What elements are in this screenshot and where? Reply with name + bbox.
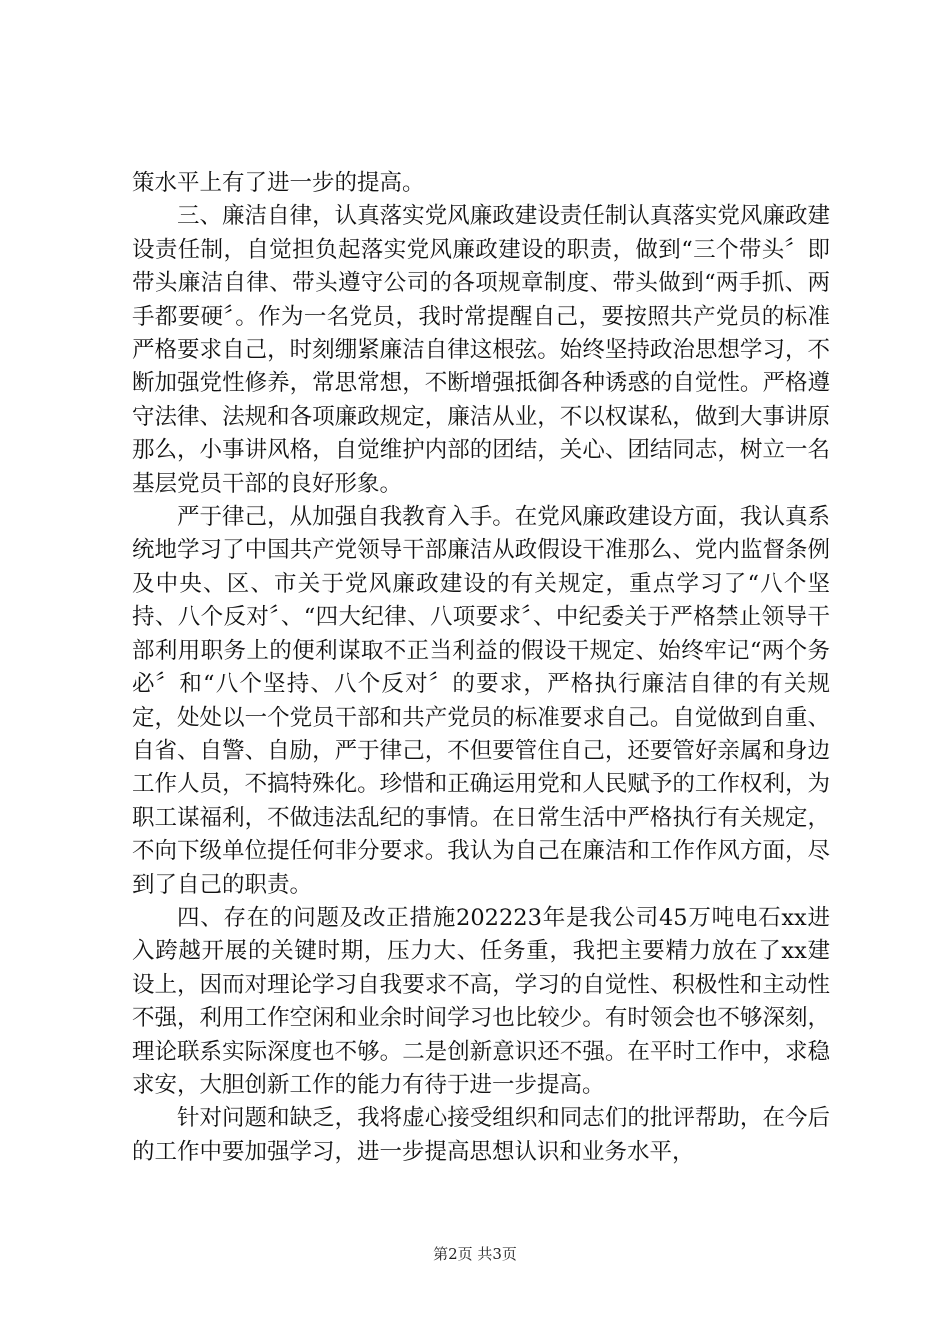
paragraph-improvement-plan: 针对问题和缺乏，我将虚心接受组织和同志们的批评帮助，在今后的工作中要加强学习，进一步提高思想认识和业务水平，	[132, 1105, 830, 1165]
paragraph-strict-self-discipline: 严于律己，从加强自我教育入手。在党风廉政建设方面，我认真系统地学习了中国共产党领导干部廉洁从政假设干准那么、党内监督条例及中央、区、市关于党风廉政建设的有关规定，重点学习了“八个坚持、八个反对〞、“四大纪律、八项要求〞、中纪委关于严格禁止领导干部利用职务上的便利谋取不正当利益的假设干规定、始终牢记“两个务必〞和“八个坚持、八个反对〞的要求，严格执行廉洁自律的有关规定，处处以一个党员干部和共产党员的标准要求自己。自觉做到自重、自省、自警、自励，严于律己，不但要管住自己，还要管好亲属和身边工作人员，不搞特殊化。珍惜和正确运用党和人民赋予的工作权利，为职工谋福利，不做违法乱纪的事情。在日常生活中严格执行有关规定，不向下级单位提任何非分要求。我认为自己在廉洁和工作作风方面，尽到了自己的职责。	[132, 504, 830, 898]
page-number-footer: 第2页 共3页	[433, 1245, 517, 1263]
paragraph-integrity-self-discipline: 三、廉洁自律，认真落实党风廉政建设责任制认真落实党风廉政建设责任制，自觉担负起落实党风廉政建设的职责，做到“三个带头〞即带头廉洁自律、带头遵守公司的各项规章制度、带头做到“两手抓、两手都要硬〞。作为一名党员，我时常提醒自己，要按照共产党员的标准严格要求自己，时刻绷紧廉洁自律这根弦。始终坚持政治思想学习，不断加强党性修养，常思常想，不断增强抵御各种诱惑的自觉性。严格遵守法律、法规和各项廉政规定，廉洁从业，不以权谋私，做到大事讲原那么，小事讲风格，自觉维护内部的团结，关心、团结同志，树立一名基层党员干部的良好形象。	[132, 203, 830, 497]
document-body	[132, 167, 830, 1169]
paragraph-problems-and-corrections: 四、存在的问题及改正措施202223年是我公司45万吨电石xx进入跨越开展的关键时期，压力大、任务重，我把主要精力放在了xx建设上，因而对理论学习自我要求不高，学习的自觉性、积极性和主动性不强，利用工作空闲和业余时间学习也比较少。有时领会也不够深刻，理论联系实际深度也不够。二是创新意识还不强。在平时工作中，求稳求安，大胆创新工作的能力有待于进一步提高。	[132, 904, 830, 1098]
paragraph-continuation: 策水平上有了进一步的提高。	[132, 170, 425, 196]
